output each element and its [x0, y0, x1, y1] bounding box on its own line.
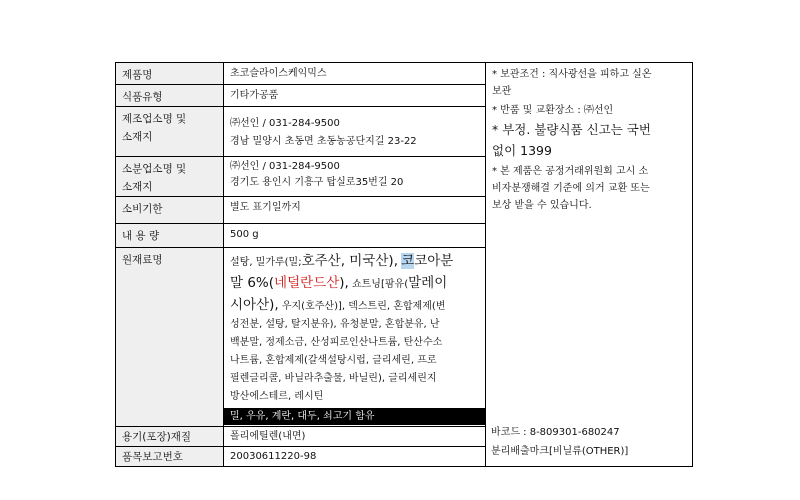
ing-l1c-highlight: 코 [401, 253, 415, 269]
manufacturer-key-line1: 제조업소명 및 [122, 113, 187, 125]
ing-l2a: 말 6%( [230, 275, 275, 291]
report-line2: 없이 1399 [492, 143, 552, 158]
notice-line1: * 본 제품은 공정거래위원회 고시 소 [492, 166, 649, 177]
food-label-table [115, 62, 693, 467]
expiry-key: 소비기한 [116, 197, 224, 224]
ingredients-line7: 필렌글리콜, 바닐라추출물, 바닐린), 글리세린지 [230, 373, 437, 384]
ingredients-line5: 백분말, 정제소금, 산성피로인산나트륨, 탄산수소 [230, 337, 443, 348]
ingredients-line1 [230, 250, 485, 272]
ing-l3b: 우지(호주산)], 덱스트린, 혼합제제(변 [278, 301, 446, 312]
ingredients-line3 [230, 294, 485, 316]
ing-l1b: 호주산, 미국산), [301, 253, 398, 269]
product-name-key: 제품명 [116, 63, 224, 85]
manufacturer-value [224, 107, 486, 157]
ingredients-value [224, 248, 486, 427]
ingredients-line2 [230, 272, 485, 294]
report-line1: * 부정. 불량식품 신고는 국번 [492, 122, 651, 137]
ing-l2b-origin: 네덜란드산 [274, 275, 340, 291]
allergen-line: 밀, 우유, 계란, 대두, 쇠고기 함유 [224, 408, 485, 425]
barcode-text: 바코드 : 8-809301-680247 [491, 427, 620, 438]
notice-line3: 보상 받을 수 있습니다. [492, 200, 592, 211]
ing-l2e: 말레이 [408, 275, 448, 291]
ing-l1a: 설탕, 밀가루(밀; [230, 257, 302, 268]
ing-l2d: 쇼트닝[팜유( [348, 279, 409, 290]
distributor-key [116, 157, 224, 197]
distributor-value [224, 157, 486, 197]
storage-line1: * 보관조건 : 직사광선을 피하고 실온 [492, 69, 652, 80]
notice-line2: 비자분쟁해결 기준에 의거 교환 또는 [492, 183, 650, 194]
manufacturer-line2: 경남 밀양시 초동면 초동농공단지길 23-22 [230, 136, 417, 147]
ing-l1d: 코아분 [414, 253, 454, 269]
storage-line2: 보관 [492, 86, 512, 97]
packaging-key: 용기(포장)재질 [116, 427, 224, 447]
packaging-value: 폴리에틸렌(내면) [224, 427, 486, 447]
ingredients-line8: 방산에스테르, 레시틴 [230, 391, 324, 402]
ingredients-line6: 나트륨, 혼합제제(갈색설탕시럽, 글리세린, 프로 [230, 355, 437, 366]
report-no-key: 품목보고번호 [116, 447, 224, 467]
report-no-value: 20030611220-98 [224, 447, 486, 467]
manufacturer-key-line2: 소재지 [122, 131, 153, 143]
distributor-line1: ㈜선인 / 031-284-9500 [230, 161, 340, 172]
manufacturer-key [116, 107, 224, 157]
row-product-name [116, 63, 693, 85]
net-weight-value: 500 g [224, 224, 486, 248]
product-name-value: 초코슬라이스케익믹스 [224, 63, 486, 85]
food-type-value: 기타가공품 [224, 85, 486, 107]
ing-l3a: 시아산), [230, 297, 279, 313]
ingredients-key: 원재료명 [116, 248, 224, 427]
ing-l2c: ), [339, 275, 349, 291]
notice-cell [486, 63, 693, 467]
distributor-line2: 경기도 용인시 기흥구 탑실로35번길 20 [230, 177, 404, 188]
exchange-line: * 반품 및 교환장소 : ㈜선인 [492, 105, 614, 116]
recycle-mark-text: 분리배출마크[비닐류(OTHER)] [491, 446, 629, 457]
distributor-key-line2: 소재지 [122, 181, 153, 193]
food-type-key: 식품유형 [116, 85, 224, 107]
ingredients-line4: 성전분, 설탕, 탈지분유), 유청분말, 혼합분유, 난 [230, 319, 440, 330]
expiry-value: 별도 표기일까지 [224, 197, 486, 224]
manufacturer-line1: ㈜선인 / 031-284-9500 [230, 118, 340, 129]
net-weight-key: 내 용 량 [116, 224, 224, 248]
distributor-key-line1: 소분업소명 및 [122, 163, 187, 175]
